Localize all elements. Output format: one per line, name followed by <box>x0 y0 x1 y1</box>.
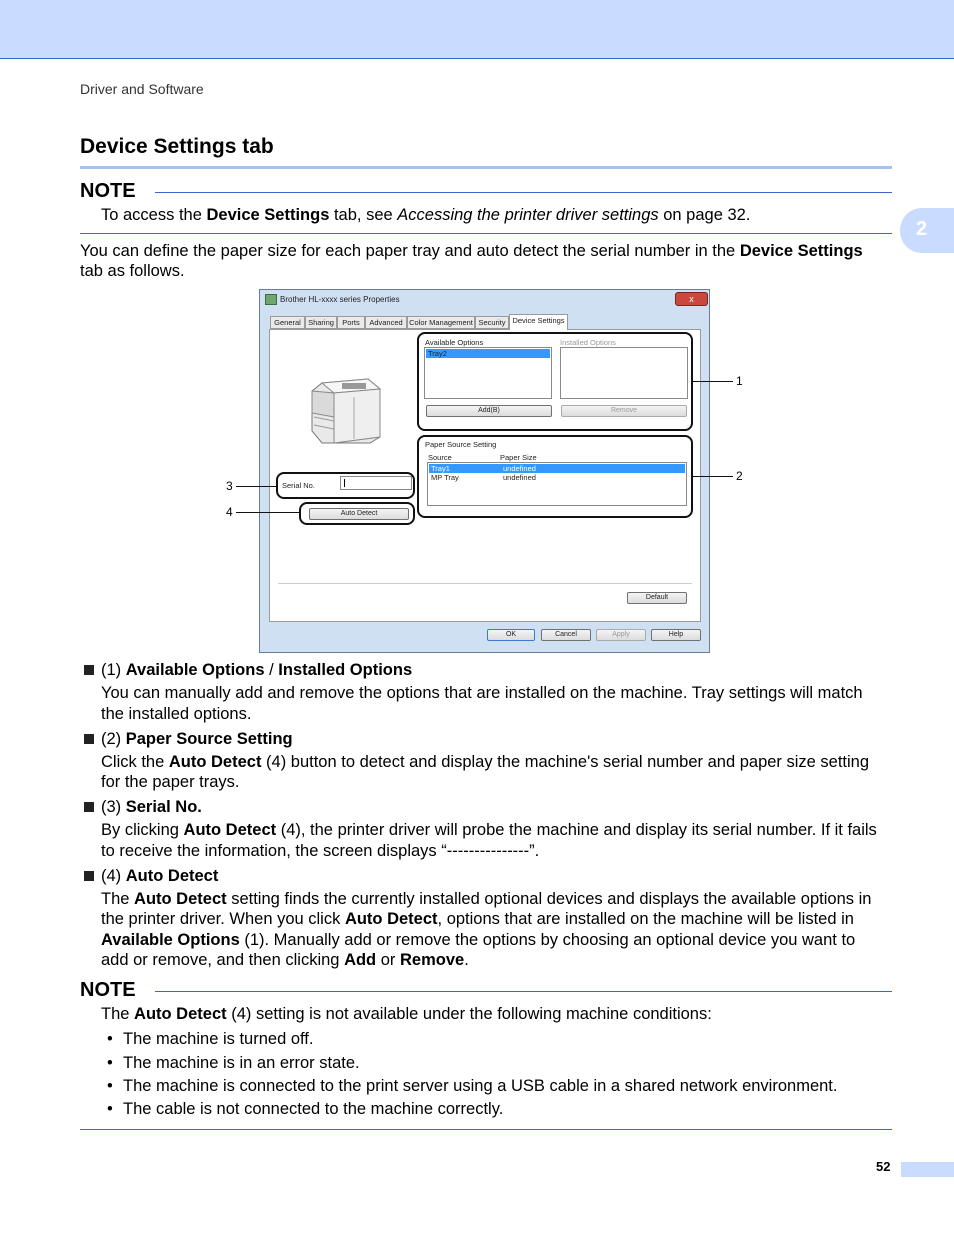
paper-size-cell: undefined <box>503 473 536 482</box>
note-bullet-item: The cable is not connected to the machine correctly. <box>123 1100 504 1118</box>
available-options-label: Available Options <box>425 338 484 347</box>
panel-separator <box>278 583 692 584</box>
note-end-rule <box>80 233 892 234</box>
intro-text: You can define the paper size for each paper tray and auto detect the serial number in the <box>80 242 740 260</box>
chapter-number: 2 <box>916 218 928 240</box>
callout-number-1: 1 <box>736 374 743 388</box>
callout-number-3: 3 <box>226 479 233 493</box>
installed-options-label: Installed Options <box>560 338 616 347</box>
item-3-line-1 <box>101 820 877 841</box>
intro-line-2: tab as follows. <box>80 262 185 280</box>
item-number: (3) <box>101 798 126 816</box>
item-title-bold: Serial No. <box>125 798 202 816</box>
item-text-bold: Auto Detect <box>183 821 277 839</box>
source-column-header: Source <box>428 453 452 462</box>
item-text: or <box>376 951 400 969</box>
page-number: 52 <box>876 1159 891 1174</box>
callout-box-1 <box>417 332 693 431</box>
note-text-pre: To access the <box>101 206 207 224</box>
tab-sharing[interactable]: Sharing <box>305 316 337 329</box>
printer-illustration <box>310 377 384 447</box>
top-banner <box>0 0 954 59</box>
item-text-bold: Add <box>344 951 377 969</box>
tab-color-management[interactable]: Color Management <box>407 316 475 329</box>
item-4-line-4 <box>101 950 469 971</box>
item-text: add or remove, and then clicking <box>101 951 345 969</box>
item-4-line-1 <box>101 889 871 910</box>
item-title-sep: / <box>264 661 279 679</box>
item-4-line-2 <box>101 909 854 930</box>
note-text-bold: Auto Detect <box>134 1005 227 1023</box>
item-text-bold: Auto Detect <box>168 753 262 771</box>
tab-general[interactable]: General <box>270 316 305 329</box>
item-title-bold: Paper Source Setting <box>125 730 293 748</box>
item-2-title <box>101 729 293 750</box>
item-title-bold: Available Options <box>125 661 265 679</box>
note-label: NOTE <box>80 979 136 1001</box>
help-button[interactable]: Help <box>651 629 701 641</box>
dot-bullet: • <box>107 1030 113 1048</box>
note-bullet-item: The machine is turned off. <box>123 1030 314 1048</box>
callout-number-2: 2 <box>736 469 743 483</box>
callout-number-4: 4 <box>226 505 233 519</box>
item-1-line-2: the installed options. <box>101 705 252 723</box>
remove-button[interactable]: Remove <box>561 405 687 417</box>
close-button[interactable]: x <box>675 292 708 306</box>
tab-ports[interactable]: Ports <box>337 316 365 329</box>
callout-box-2 <box>417 435 693 518</box>
note-text: The <box>101 1005 135 1023</box>
item-text-bold: Remove <box>399 951 465 969</box>
item-text: the printer driver. When you click <box>101 910 345 928</box>
callout-leader-3 <box>236 486 276 487</box>
note-text: (4) setting is not available under the following machine conditions: <box>226 1005 712 1023</box>
tab-advanced[interactable]: Advanced <box>365 316 407 329</box>
square-bullet <box>84 802 94 812</box>
note-end-rule <box>80 1129 892 1130</box>
item-text: By clicking <box>101 821 184 839</box>
intro-line-1 <box>80 241 863 262</box>
item-1-line-1: You can manually add and remove the options that are installed on the machine. Tray settings will match <box>101 684 863 702</box>
item-1-title <box>101 660 412 681</box>
note-text <box>101 205 750 226</box>
page-bar <box>901 1162 954 1177</box>
tab-security[interactable]: Security <box>475 316 509 329</box>
dot-bullet: • <box>107 1100 113 1118</box>
note-rule <box>155 991 892 992</box>
callout-leader-4 <box>236 512 299 513</box>
item-3-title <box>101 797 202 818</box>
source-cell: Tray1 <box>431 464 450 473</box>
item-text: Click the <box>101 753 169 771</box>
item-title-bold: Installed Options <box>278 661 413 679</box>
item-text: (1). Manually add or remove the options by choosing an optional device you want to <box>239 931 856 949</box>
callout-leader-1 <box>693 381 733 382</box>
item-number: (2) <box>101 730 126 748</box>
item-text: . <box>464 951 469 969</box>
item-text-bold: Auto Detect <box>344 910 438 928</box>
printer-icon <box>265 294 277 305</box>
item-4-title <box>101 866 218 887</box>
callout-box-3 <box>276 472 415 499</box>
running-header: Driver and Software <box>80 81 204 97</box>
note-text-mid: tab, see <box>329 206 398 224</box>
apply-button[interactable]: Apply <box>596 629 646 641</box>
dot-bullet: • <box>107 1077 113 1095</box>
item-text: setting finds the currently installed optional devices and displays the available options in <box>226 890 872 908</box>
chapter-tab <box>900 208 954 253</box>
note-bullet-item: The machine is connected to the print server using a USB cable in a shared network environment. <box>123 1077 838 1095</box>
item-text-bold: Auto Detect <box>134 890 227 908</box>
note-2-text <box>101 1004 712 1025</box>
section-title: Device Settings tab <box>80 135 274 158</box>
note-bullet-item: The machine is in an error state. <box>123 1054 360 1072</box>
source-cell: MP Tray <box>431 473 459 482</box>
item-text: (4) button to detect and display the machine's serial number and paper size setting <box>261 753 870 771</box>
item-3-line-2: to receive the information, the screen displays “---------------”. <box>101 842 540 860</box>
tab-device-settings[interactable]: Device Settings <box>509 314 568 330</box>
title-rule <box>80 166 892 169</box>
default-button[interactable]: Default <box>627 592 687 604</box>
intro-bold: Device Settings <box>739 242 863 260</box>
auto-detect-button[interactable]: Auto Detect <box>309 508 409 520</box>
square-bullet <box>84 871 94 881</box>
callout-leader-2 <box>693 476 733 477</box>
ok-button[interactable]: OK <box>487 629 535 641</box>
cancel-button[interactable]: Cancel <box>541 629 591 641</box>
note-label: NOTE <box>80 180 136 202</box>
available-option-item[interactable]: Tray2 <box>426 349 550 358</box>
dialog-title: Brother HL-xxxx series Properties <box>280 295 400 304</box>
item-text-bold: Available Options <box>101 931 240 949</box>
callout-box-4 <box>299 502 415 525</box>
item-text: (4), the printer driver will probe the machine and display its serial number. If it fails <box>276 821 877 839</box>
item-number: (1) <box>101 661 126 679</box>
dot-bullet: • <box>107 1054 113 1072</box>
item-2-line-1 <box>101 752 869 773</box>
item-text: , options that are installed on the machine will be listed in <box>437 910 854 928</box>
paper-size-column-header: Paper Size <box>500 453 537 462</box>
square-bullet <box>84 734 94 744</box>
note-text-bold: Device Settings <box>206 206 330 224</box>
note-text-post: on page 32. <box>658 206 751 224</box>
paper-size-cell: undefined <box>503 464 536 473</box>
note-link[interactable]: Accessing the printer driver settings <box>397 206 659 224</box>
serial-number-label: Serial No. <box>282 481 315 490</box>
square-bullet <box>84 665 94 675</box>
item-4-line-3 <box>101 930 855 951</box>
add-button[interactable]: Add(B) <box>426 405 552 417</box>
item-title-bold: Auto Detect <box>125 867 219 885</box>
item-number: (4) <box>101 867 126 885</box>
item-text: The <box>101 890 135 908</box>
item-2-line-2: for the paper trays. <box>101 773 240 791</box>
paper-source-label: Paper Source Setting <box>425 440 497 449</box>
note-rule <box>155 192 892 193</box>
